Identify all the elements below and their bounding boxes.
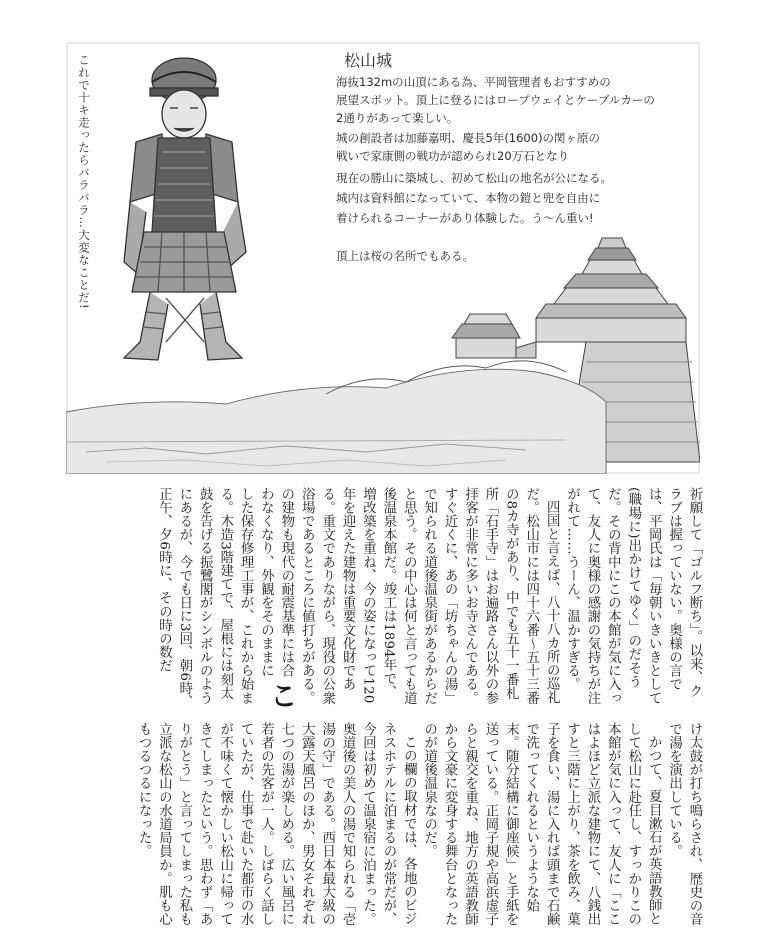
handwritten-note-line: 現在の勝山に築城し、初めて松山の地名が公になる。 bbox=[336, 171, 612, 185]
article-paragraph: 祈願して「ゴルフ断ち」。以来、クラブは握っていない。奥様の言では、平岡氏は「毎朝いきいきとして(職場に)出かけてゆく」のだそうだ。その背中にこの本館が気に入って、友人に奥様の感謝の気持ちが注がれて……うーん、温かすぎる。 bbox=[564, 487, 702, 705]
handwritten-note-line: 城の創設者は加藤嘉明、慶長5年(1600)の関ヶ原の bbox=[336, 131, 601, 145]
handwritten-note-line: 2通りがあって楽しい。 bbox=[336, 111, 459, 125]
article-column-bottom bbox=[54, 722, 704, 930]
article-paragraph: 四国と言えば、八十八カ所の巡礼だ。松山市には四十六番〜五十三番の8カ寺があり、中でも五十一番札所「石手寺」はお遍路さん以外の参拝客が非常に多いお寺さんである。すぐ近くに、あの「坊ちゃんの湯」で知られる道後温泉街があるからだと思う。その中心は何と言っても道後温泉本館だ。竣工は1894年で、増改築を重ね、今の姿になって120年を迎えた建物は重要文化財である。重文でありながら、現役の公衆浴場であるところに値打ちがある。 bbox=[299, 487, 560, 705]
handwritten-note-line: 海抜132mの山頂にある為、平岡管理者もおすすめの bbox=[336, 75, 611, 89]
handwritten-note-line: 城内は資料館になっていて、本物の鎧と兜を自由に bbox=[336, 191, 601, 205]
handwritten-note-line: 着けられるコーナーがあり体験した。う〜ん重い! bbox=[336, 211, 594, 225]
article-paragraph: かつて、夏目漱石が英語教師として松山に赴任し、すっかりこの本館が気に入って、友人に「ここはよほど立派な建物にて、八銭出すと三階に上がり、茶を飲み、菓子を食い、湯に入れば頭まで石鹸で洗ってくれるというような始末。随分結構に御座候」と手紙を送っている。正岡子規や高浜虚子らと親交を重ね、地方の英語教師から文豪に変身する舞台となったのが道後温泉なのだ。 bbox=[421, 722, 662, 926]
article-paragraph: け太鼓が打ち鳴らされ、歴史の音で湯を演出している。 bbox=[666, 722, 702, 926]
dropcap-letter: こ bbox=[265, 680, 299, 709]
handwritten-note-line: 展望スポット。頂上に登るにはロープウェイとケーブルカーの bbox=[336, 93, 655, 107]
article-paragraph: この欄の取材では、各地のビジネスホテルに泊まるのが常だが、今回は初めて温泉宿に泊まった。奥道後の美人の湯で知られる「壱湯の守」である。西日本最大級の大露天風呂のほか、男女それぞれ七つの湯が楽しめる。広い風呂に若者の先客が一人。しばらく話していたが、仕事で赴いた都市の水が不味くて懐かしい松山に帰ってきてしまったという。思わず「ありがとう」と言ってしまった私も立派な松山の水道局員か。肌も心もつるつるになった。 bbox=[136, 722, 417, 926]
handwritten-note-line: 戦いで家康側の戦功が認められ20万石となり bbox=[336, 149, 570, 163]
article-column-top bbox=[54, 487, 704, 709]
castle-illustration bbox=[66, 42, 700, 474]
handwritten-side-note: これで十キ走ったらバラバラ…大変なことだ! bbox=[77, 54, 91, 310]
handwritten-note-line: 頂上は桜の名所でもある。 bbox=[336, 249, 474, 263]
article-paragraph-text: の建物も現代の耐震基準には合わなくなり、外観をそのままにした保存修理工事が、これから始まる。木造3階建てで、屋根には刻太鼓を告げる振鷺閣がシンボルのようにあるが、今でも日に3回、朝6時、正午、夕6時に、その時の数だ bbox=[156, 487, 294, 709]
handwritten-title: 松山城 bbox=[344, 51, 393, 70]
article-paragraph-dropcap bbox=[153, 487, 299, 709]
